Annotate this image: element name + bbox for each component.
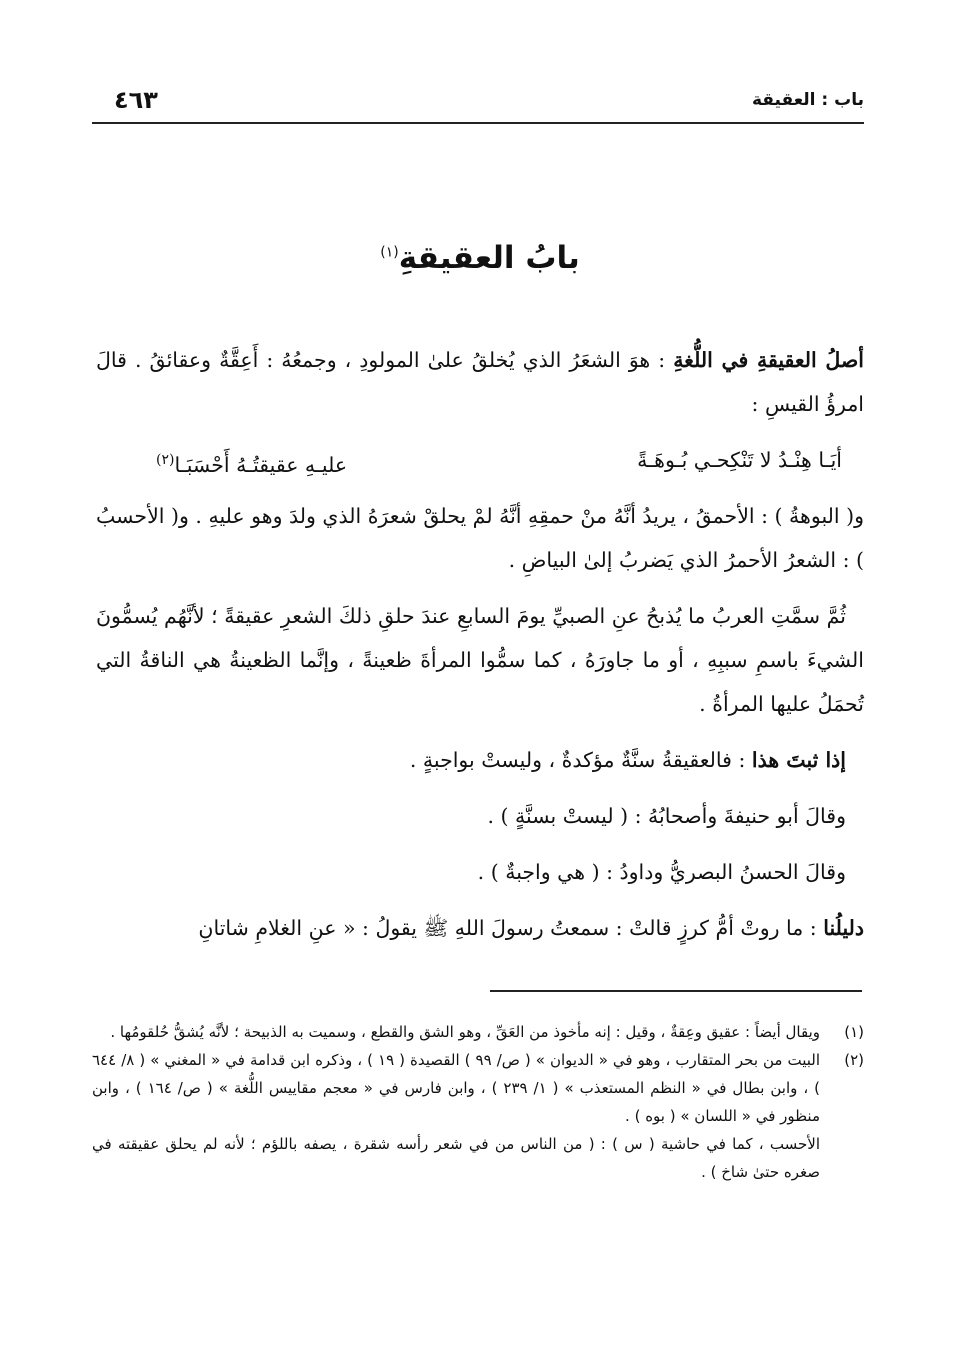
paragraph-evidence — [96, 906, 864, 950]
paragraph-text: : هوَ الشعَرُ الذي يُخلقُ علىٰ المولودِ ، وجمعُهُ : أَعِقَّةٌ وعقائقُ . قالَ امرؤُ القيسِ : — [96, 348, 864, 416]
verse-first-hemistich: أيَـا هِنْـدُ لا تَنْكِحـي بُـوهَـةً — [637, 448, 842, 472]
verse-second-text: عليـهِ عقيقتُـهُ أَحْسَبَـا — [174, 452, 348, 477]
main-text — [96, 338, 864, 962]
paragraph-naming: ثُمَّ سمَّتِ العربُ ما يُذبحُ عنِ الصبيِّ يومَ السابعِ عندَ حلقِ ذلكَ الشعرِ عقيقةً ؛ لأنَّهُم يُسمُّونَ الشيءَ باسمِ سببِهِ ، أو ما جاورَهُ ، كما سمُّوا المرأةَ ظعينةً ، وإنَّما الظعينةُ هي الناقةُ التي تُحمَلُ عليها المرأةُ . — [96, 604, 864, 716]
footnote-2-continuation: الأحسب ، كما في حاشية ( س ) : ( من الناس من في شعر رأسه شقرة ، يصفه باللؤم ؛ لأنه لم يحلق عقيقته في صغره حتىٰ شاخ ) . — [92, 1135, 820, 1181]
footnote-text: البيت من بحر المتقارب ، وهو في « الديوان » ( ص/ ٩٩ ) القصيدة ( ١٩ ) ، وذكره ابن قدامة في « المغني » ( ٨/ ٦٤٤ ) ، وابن بطال في « النظم المستعذب » ( ١/ ٢٣٩ ) ، وابن فارس في « معجم مقاييس اللُّغة » ( ص/ ١٦٤ ) ، وابن منظور في « اللسان » ( بوه ) . — [92, 1051, 821, 1125]
paragraph-hasan-dawud: وقالَ الحسنُ البصريُّ وداودُ : ( هي واجبةٌ ) . — [477, 860, 846, 884]
paragraph-explanation: و( البوهةُ ) : الأحمقُ ، يريدُ أنَّهُ منْ حمقِهِ أنَّهُ لمْ يحلقْ شعرَهُ الذي ولدَ وهو عليهِ . و( الأحسبُ ) : الشعرُ الأحمرُ الذي يَضربُ إلىٰ البياضِ . — [96, 504, 864, 572]
footnote-number: (٢) — [844, 1051, 864, 1069]
paragraph-ruling — [96, 738, 864, 782]
chapter-title-text: بابُ العقيقةِ — [398, 240, 580, 276]
footnote-1 — [92, 1018, 864, 1046]
footnote-2 — [92, 1046, 864, 1130]
footnote-text: ويقال أيضاً : عقيق وعِقةٌ ، وقيل : إنه مأخوذ من العَقِّ ، وهو الشق والقطع ، وسميت به الذبيحة ؛ لأنَّه يُشقُّ حُلقومُها . — [110, 1023, 820, 1041]
paragraph-text: : ما روتْ أمُّ كرزٍ قالتْ : سمعتُ رسولَ اللهِ ﷺ يقولُ : « عنِ الغلامِ شاتانِ — [198, 916, 824, 940]
paragraph-lead: إذا ثبتَ هذا — [751, 748, 846, 772]
poem-verse — [96, 438, 864, 482]
verse-footnote-ref: (٢) — [156, 452, 175, 468]
verse-second-hemistich — [156, 438, 347, 482]
footnotes — [92, 1018, 864, 1186]
paragraph-definition — [96, 338, 864, 426]
running-title: باب : العقيقة — [751, 90, 864, 110]
paragraph-lead: دليلُنا — [823, 916, 864, 940]
chapter-title — [0, 240, 960, 276]
paragraph-abu-hanifa: وقالَ أبو حنيفةَ وأصحابُهُ : ( ليستْ بسنَّةٍ ) . — [487, 804, 846, 828]
running-header — [92, 86, 864, 124]
footnote-number: (١) — [844, 1023, 864, 1041]
page-number: ٤٦٣ — [114, 86, 158, 114]
paragraph-lead: أصلُ العقيقةِ في اللُّغةِ — [673, 348, 864, 372]
paragraph-text: : فالعقيقةُ سنَّةٌ مؤكدةٌ ، وليستْ بواجبةٍ . — [409, 748, 752, 772]
footnote-divider — [490, 990, 862, 992]
chapter-footnote-ref: (١) — [380, 244, 399, 261]
